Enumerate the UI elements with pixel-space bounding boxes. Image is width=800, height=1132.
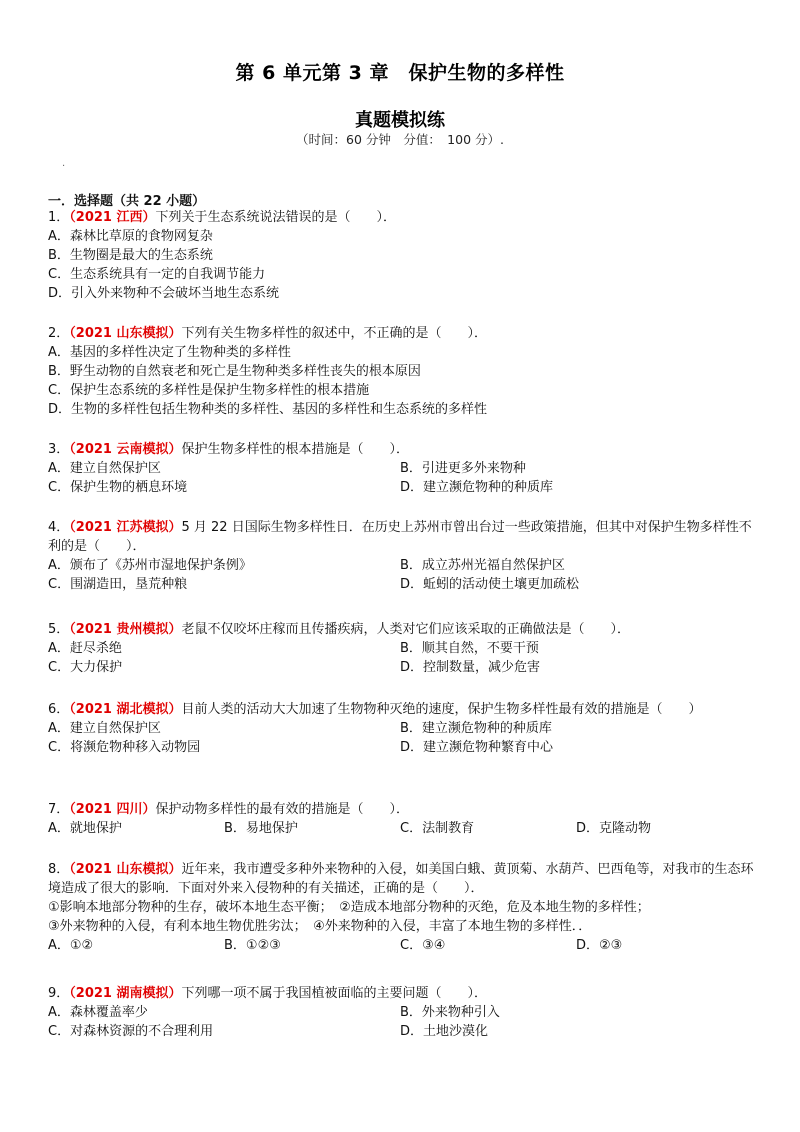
- question-text: 目前人类的活动大大加速了生物物种灭绝的速度，保护生物多样性最有效的措施是（ ）: [181, 702, 702, 717]
- question-stem: [48, 984, 760, 1003]
- question-number: 6．: [48, 702, 70, 717]
- option-a[interactable]: A．就地保护: [48, 821, 122, 836]
- option-c[interactable]: C．保护生态系统的多样性是保护生物多样性的根本措施: [48, 383, 370, 398]
- question-text: 5 月 22 日国际生物多样性日．在历史上苏州市曾出台过一些政策措施，但其中对保护生物多样性不利的是（ ）．: [48, 520, 752, 554]
- option-b[interactable]: B．①②③: [224, 938, 281, 953]
- option-d[interactable]: D．建立濒危物种的种质库: [400, 480, 554, 495]
- option-a[interactable]: A．森林覆盖率少: [48, 1005, 148, 1020]
- option-c[interactable]: C．大力保护: [48, 660, 123, 675]
- option-a[interactable]: A．①②: [48, 938, 94, 953]
- option-c[interactable]: C．对森林资源的不合理利用: [48, 1024, 214, 1039]
- section-heading: 一．选择题（共 22 小题）: [48, 194, 206, 209]
- question-7: [48, 800, 760, 838]
- option-c[interactable]: C．围湖造田，垦荒种粮: [48, 577, 188, 592]
- option-b[interactable]: B．成立苏州光福自然保护区: [400, 558, 565, 573]
- exam-meta: （时间：60 分钟 分值： 100 分）.: [296, 132, 504, 147]
- question-source-tag: （2021 江西）: [69, 210, 156, 225]
- options-row: [48, 556, 760, 575]
- options-row: [48, 478, 760, 497]
- option-b[interactable]: B．外来物种引入: [400, 1005, 500, 1020]
- option-c[interactable]: C．③④: [400, 938, 446, 953]
- options-row: [48, 575, 760, 594]
- question-source-tag: （2021 山东模拟）: [69, 326, 182, 341]
- option-a[interactable]: A．赶尽杀绝: [48, 641, 122, 656]
- statement-line: ③外来物种的入侵，有利本地生物优胜劣汰； ④外来物种的入侵，丰富了本地生物的多样性．．: [48, 919, 592, 934]
- question-source-tag: （2021 江苏模拟）: [69, 520, 182, 535]
- option-d[interactable]: D．建立濒危物种繁育中心: [400, 740, 554, 755]
- option-d[interactable]: D．克隆动物: [576, 821, 652, 836]
- question-number: 9．: [48, 986, 70, 1001]
- question-6: [48, 700, 760, 757]
- question-text: 下列关于生态系统说法错误的是（ ）．: [155, 210, 397, 225]
- question-9: [48, 984, 760, 1041]
- options-row: [48, 738, 760, 757]
- options-row: [48, 1003, 760, 1022]
- option-d[interactable]: D．土地沙漠化: [400, 1024, 489, 1039]
- statement-line: ①影响本地部分物种的生存，破坏本地生态平衡； ②造成本地部分物种的灭绝，危及本地生物的多样性；: [48, 900, 650, 915]
- option-b[interactable]: B．建立濒危物种的种质库: [400, 721, 552, 736]
- option-d[interactable]: D．生物的多样性包括生物种类的多样性、基因的多样性和生态系统的多样性: [48, 402, 488, 417]
- question-5: [48, 620, 760, 677]
- options-row: [48, 459, 760, 478]
- question-number: 7．: [48, 802, 70, 817]
- question-stem: [48, 620, 760, 639]
- option-d[interactable]: D．引入外来物种不会破坏当地生态系统: [48, 286, 280, 301]
- option-b[interactable]: B．易地保护: [224, 821, 298, 836]
- question-4: [48, 518, 760, 594]
- question-stem: [48, 860, 760, 898]
- question-source-tag: （2021 山东模拟）: [69, 862, 182, 877]
- question-stem: [48, 208, 760, 227]
- option-a[interactable]: A．建立自然保护区: [48, 461, 161, 476]
- question-number: 1．: [48, 210, 70, 225]
- question-stem: [48, 440, 760, 459]
- option-a[interactable]: A．颁布了《苏州市湿地保护条例》: [48, 558, 252, 573]
- option-c[interactable]: C．将濒危物种移入动物园: [48, 740, 201, 755]
- option-d[interactable]: D．控制数量，减少危害: [400, 660, 541, 675]
- options-row: [48, 719, 760, 738]
- option-c[interactable]: C．生态系统具有一定的自我调节能力: [48, 267, 266, 282]
- options-row: [48, 1022, 760, 1041]
- question-text: 保护动物多样性的最有效的措施是（ ）．: [155, 802, 410, 817]
- question-source-tag: （2021 湖北模拟）: [69, 702, 182, 717]
- question-text: 近年来，我市遭受多种外来物种的入侵，如美国白蛾、黄顶菊、水葫芦、巴西龟等，对我市的生态环境造成了很大的影响．下面对外来入侵物种的有关描述，正确的是（ ）．: [48, 862, 754, 896]
- option-b[interactable]: B．生物圈是最大的生态系统: [48, 248, 213, 263]
- option-b[interactable]: B．引进更多外来物种: [400, 461, 526, 476]
- option-c[interactable]: C．法制教育: [400, 821, 475, 836]
- question-source-tag: （2021 贵州模拟）: [69, 622, 182, 637]
- options-row: [48, 819, 760, 838]
- page-title: 第 6 单元第 3 章 保护生物的多样性: [235, 62, 565, 84]
- option-c[interactable]: C．保护生物的栖息环境: [48, 480, 188, 495]
- question-text: 老鼠不仅咬坏庄稼而且传播疾病，人类对它们应该采取的正确做法是（ ）．: [181, 622, 631, 637]
- question-number: 3．: [48, 442, 70, 457]
- question-stem: [48, 800, 760, 819]
- question-1: [48, 208, 760, 303]
- question-number: 5．: [48, 622, 70, 637]
- question-stem: [48, 324, 760, 343]
- question-stem: [48, 518, 760, 556]
- page-subtitle: 真题模拟练: [355, 110, 445, 131]
- option-b[interactable]: B．顺其自然，不要干预: [400, 641, 539, 656]
- question-2: [48, 324, 760, 419]
- question-text: 保护生物多样性的根本措施是（ ）．: [181, 442, 410, 457]
- question-text: 下列哪一项不属于我国植被面临的主要问题（ ）．: [181, 986, 488, 1001]
- question-number: 2．: [48, 326, 70, 341]
- decorative-dot: .: [62, 158, 66, 169]
- option-a[interactable]: A．建立自然保护区: [48, 721, 161, 736]
- options-row: [48, 639, 760, 658]
- question-number: 8．: [48, 862, 70, 877]
- question-source-tag: （2021 湖南模拟）: [69, 986, 182, 1001]
- option-b[interactable]: B．野生动物的自然衰老和死亡是生物种类多样性丧失的根本原因: [48, 364, 421, 379]
- question-source-tag: （2021 四川）: [69, 802, 156, 817]
- options-row: [48, 936, 760, 955]
- option-d[interactable]: D．②③: [576, 938, 623, 953]
- option-a[interactable]: A．基因的多样性决定了生物种类的多样性: [48, 345, 291, 360]
- question-number: 4．: [48, 520, 70, 535]
- option-a[interactable]: A．森林比草原的食物网复杂: [48, 229, 213, 244]
- question-8: [48, 860, 760, 955]
- options-row: [48, 658, 760, 677]
- question-stem: [48, 700, 760, 719]
- question-source-tag: （2021 云南模拟）: [69, 442, 182, 457]
- option-d[interactable]: D．蚯蚓的活动使土壤更加疏松: [400, 577, 580, 592]
- question-text: 下列有关生物多样性的叙述中，不正确的是（ ）．: [181, 326, 488, 341]
- question-3: [48, 440, 760, 497]
